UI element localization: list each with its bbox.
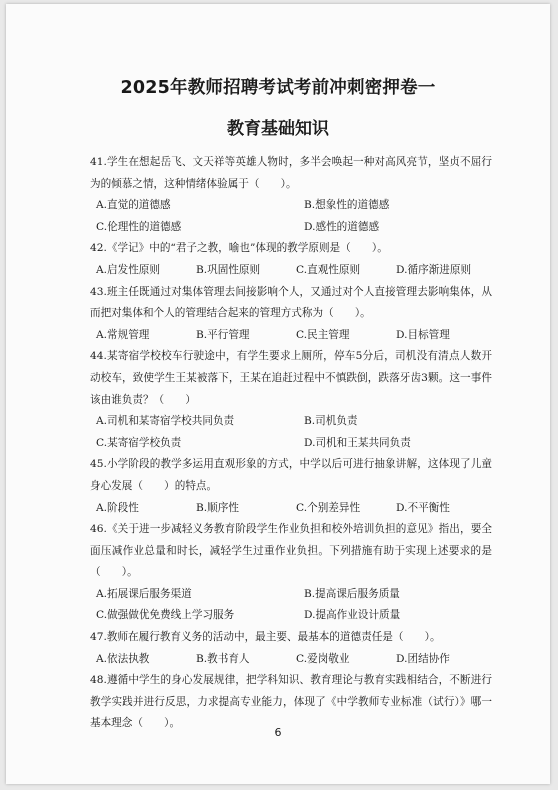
question-stem: 45.小学阶段的教学多运用直观形象的方式，中学以后可进行抽象讲解，这体现了儿童身心发展（ ）的特点。 [90,458,492,492]
answer-option: B.顺序性 [196,501,239,514]
answer-options [90,584,492,627]
question-stem: 43.班主任既通过对集体管理去间接影响个人，又通过对个人直接管理去影响集体，从而把对集体和个人的管理结合起来的管理方式称为（ ）。 [90,285,492,320]
answer-options [90,195,492,238]
question-stem: 44.某寄宿学校校车行驶途中，有学生要求上厕所，停车5分后，司机没有清点人数开动校车，致使学生王某被落下，王某在追赶过程中不慎跌倒，跌落牙齿3颗。这一事件该由谁负责？（ ） [90,350,492,406]
question-item [90,454,492,519]
answer-option: D.目标管理 [396,328,450,341]
answer-options [90,498,492,520]
answer-option: D.感性的道德感 [304,220,380,233]
answer-option: B.提高课后服务质量 [304,587,400,600]
answer-option: B.平行管理 [196,328,250,341]
answer-option: D.司机和王某共同负责 [304,436,411,449]
answer-option: C.做强做优免费线上学习服务 [96,609,235,622]
answer-option: C.民主管理 [296,328,350,341]
answer-option: D.循序渐进原则 [396,263,472,276]
question-stem: 47.教师在履行教育义务的活动中，最主要、最基本的道德责任是（ ）。 [90,631,441,644]
answer-option: B.巩固性原则 [196,263,261,276]
answer-option: B.想象性的道德感 [304,199,390,212]
question-stem: 42.《学记》中的“君子之教，喻也”体现的教学原则是（ ）。 [90,242,388,255]
answer-option: A.直觉的道德感 [96,199,171,212]
answer-option: A.拓展课后服务渠道 [96,587,192,600]
question-item [90,152,492,238]
answer-option: A.依法执教 [96,652,150,665]
page-number: 6 [274,726,282,739]
question-stem: 41.学生在想起岳飞、文天祥等英雄人物时，多半会唤起一种对高风亮节，坚贞不屈行为的倾慕之情，这种情绪体验属于（ ）。 [90,156,492,190]
section-title: 教育基础知识 [227,119,329,139]
answer-option: C.个别差异性 [296,501,361,514]
question-item [90,519,492,627]
document-page [6,4,550,784]
question-item [90,627,492,670]
answer-options [90,325,492,347]
answer-option: A.常规管理 [96,328,150,341]
question-item [90,282,492,347]
exam-title: 2025年教师招聘考试考前冲刺密押卷一 [120,78,436,98]
answer-option: A.阶段性 [96,501,139,514]
answer-option: A.司机和某寄宿学校共同负责 [96,415,235,428]
question-item [90,238,492,281]
question-list [90,152,492,735]
answer-options [90,260,492,282]
answer-option: D.团结协作 [396,652,450,665]
answer-options [90,649,492,671]
answer-option: B.教书育人 [196,652,250,665]
answer-option: C.爱岗敬业 [296,652,350,665]
answer-option: B.司机负责 [304,415,358,428]
question-item [90,346,492,454]
answer-option: C.伦理性的道德感 [96,220,182,233]
question-stem: 48.遵循中学生的身心发展规律，把学科知识、教育理论与教育实践相结合，不断进行教学实践并进行反思，力求提高专业能力，体现了《中学教师专业标准（试行）》哪一基本理念（ ）。 [90,674,492,730]
answer-option: C.某寄宿学校负责 [96,436,182,449]
answer-option: A.启发性原则 [96,263,160,276]
answer-option: D.不平衡性 [396,501,450,514]
answer-option: D.提高作业设计质量 [304,609,401,622]
answer-options [90,411,492,454]
answer-option: C.直观性原则 [296,263,361,276]
question-stem: 46.《关于进一步减轻义务教育阶段学生作业负担和校外培训负担的意见》指出，要全面压减作业总量和时长，减轻学生过重作业负担。下列措施有助于实现上述要求的是（ ）。 [90,523,492,579]
